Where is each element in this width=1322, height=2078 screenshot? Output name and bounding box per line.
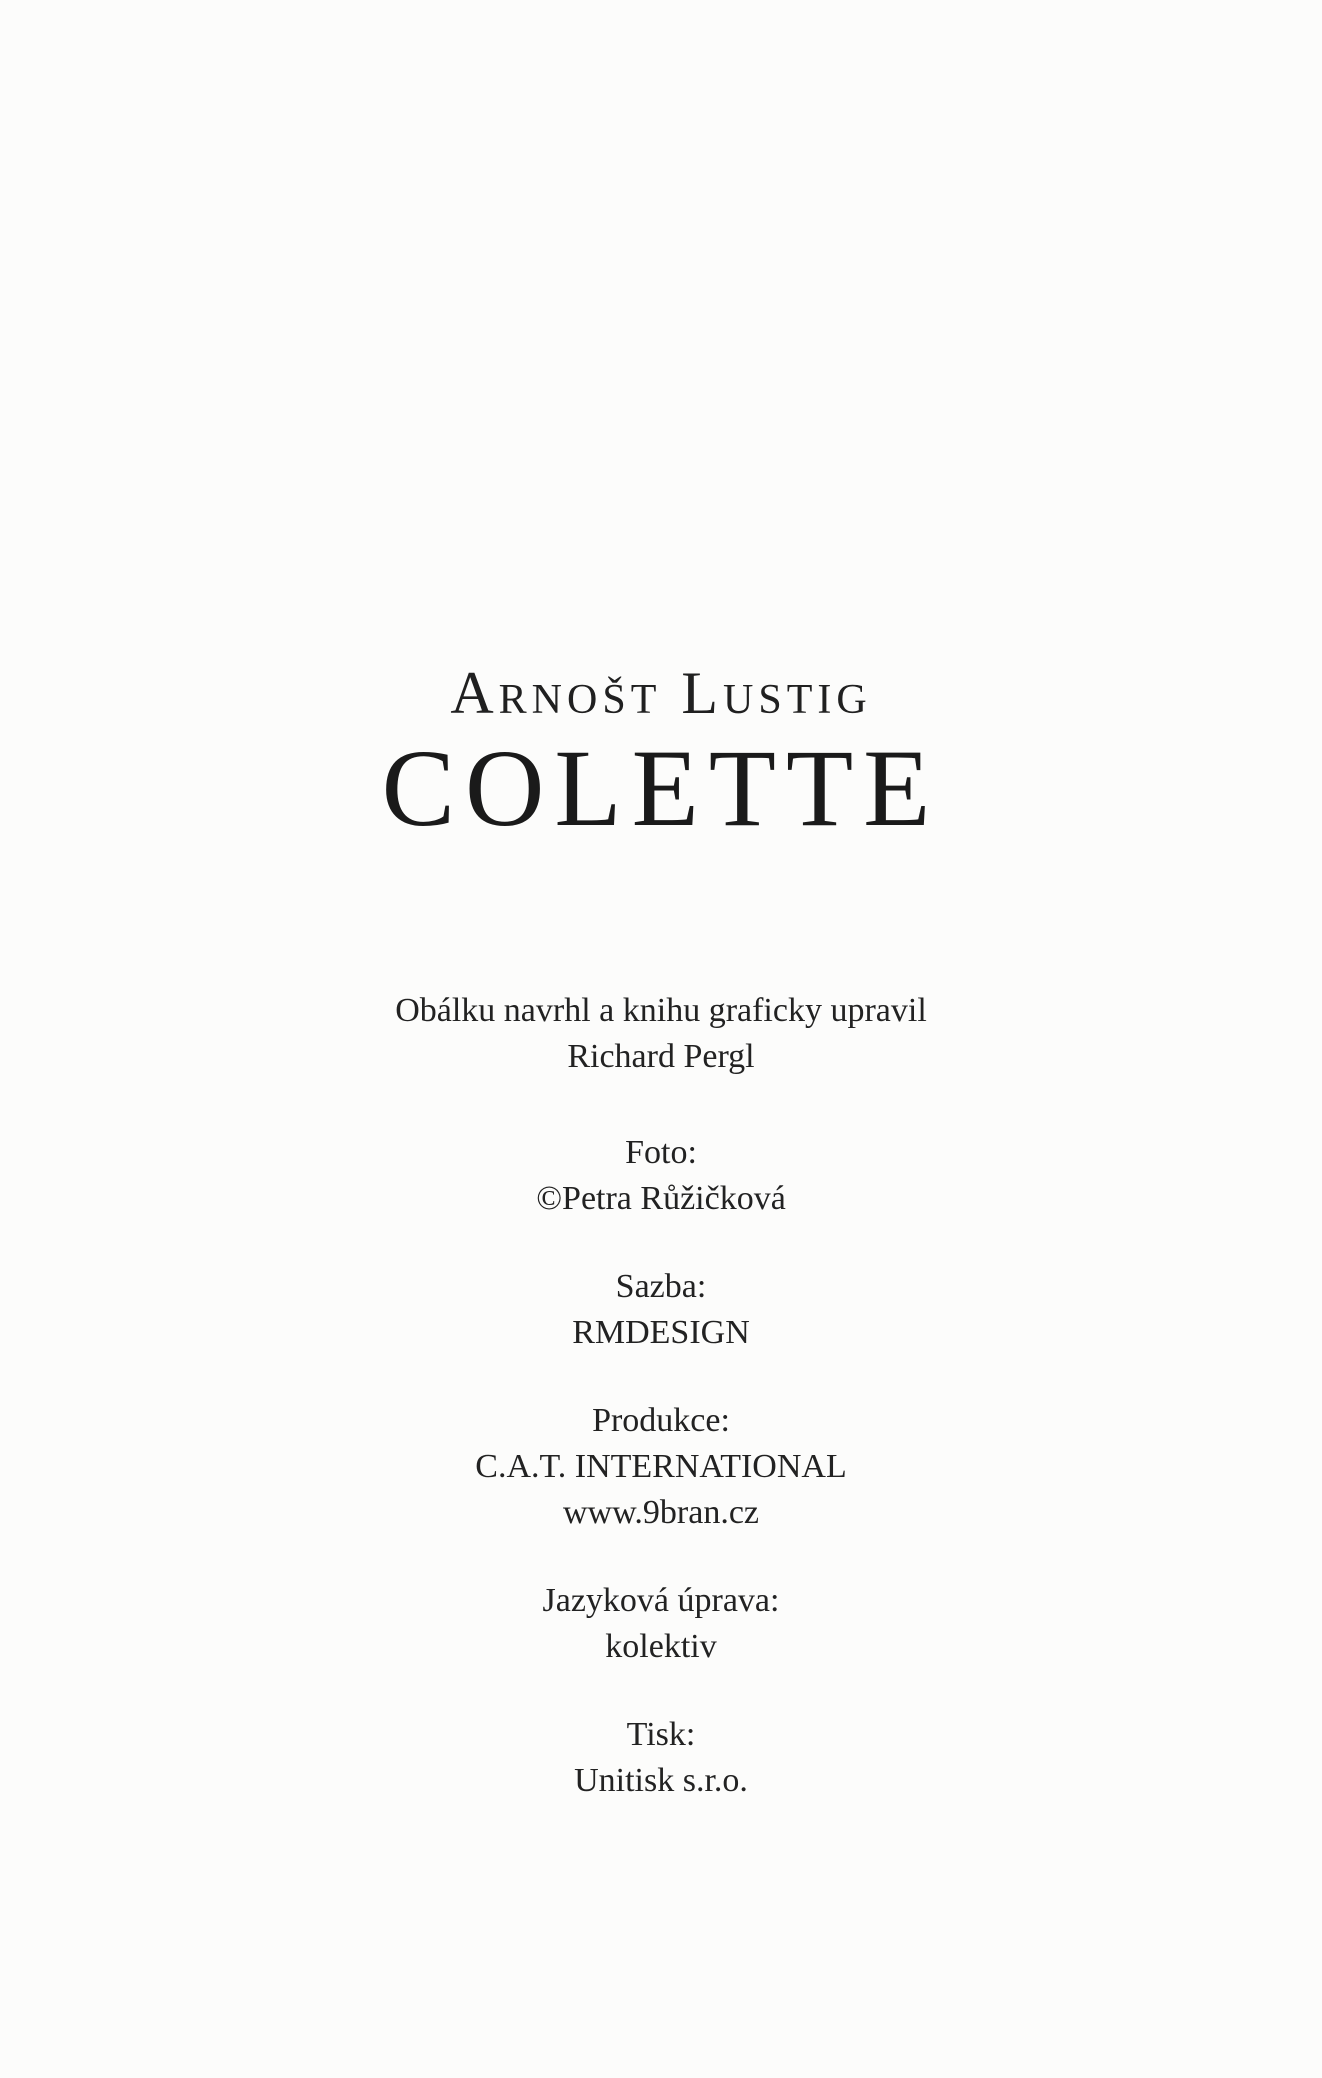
credit-photo-label: Foto:	[625, 1134, 697, 1171]
book-title: COLETTE	[381, 727, 941, 849]
credit-editing-label: Jazyková úprava:	[542, 1582, 780, 1619]
credit-print-label: Tisk:	[626, 1716, 696, 1753]
credit-editing-value: kolektiv	[605, 1628, 717, 1665]
credit-production-website: www.9bran.cz	[562, 1494, 760, 1531]
credit-print	[0, 1712, 1322, 1804]
credit-production-label: Produkce:	[592, 1402, 730, 1439]
credit-photo	[0, 1130, 1322, 1222]
credit-production	[0, 1398, 1322, 1536]
credit-production-value: C.A.T. INTERNATIONAL	[475, 1448, 847, 1485]
credit-typesetting-label: Sazba:	[615, 1268, 707, 1305]
credit-design-label: Obálku navrhl a knihu graficky upravil	[395, 992, 927, 1029]
credit-typesetting	[0, 1264, 1322, 1356]
credit-typesetting-value: RMDESIGN	[572, 1314, 750, 1351]
credit-editing	[0, 1578, 1322, 1670]
credit-photo-value: ©Petra Růžičková	[536, 1180, 786, 1217]
author-name: Arnošt Lustig	[450, 660, 872, 726]
credit-print-value: Unitisk s.r.o.	[574, 1762, 748, 1799]
credit-design	[0, 988, 1322, 1080]
credit-design-value: Richard Pergl	[567, 1038, 755, 1075]
